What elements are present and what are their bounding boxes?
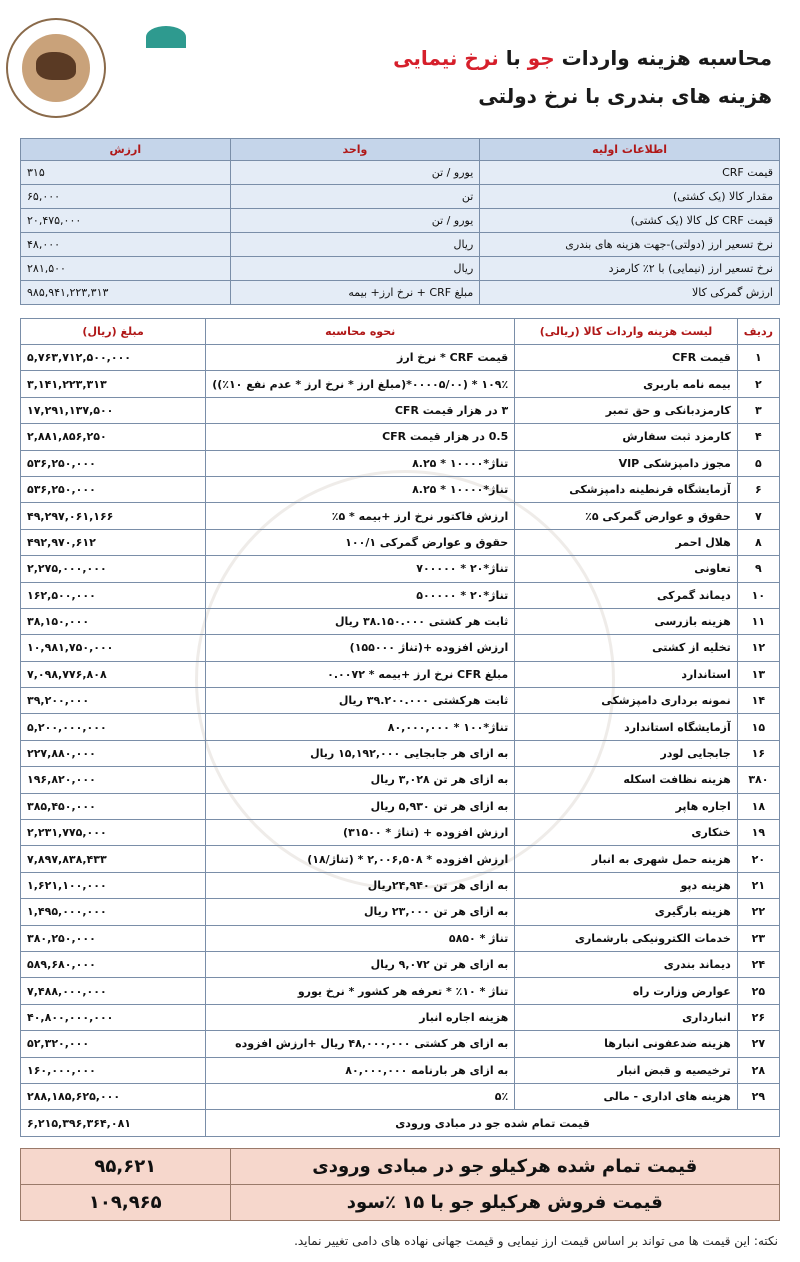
title-part2: با — [505, 46, 521, 70]
cost-amount: ۱۷,۲۹۱,۱۳۷,۵۰۰ — [21, 397, 206, 423]
cost-item: نمونه برداری دامپزشکی — [515, 688, 738, 714]
cost-method: ارزش افزوده + (تناژ * ۳۱۵۰۰) — [206, 820, 515, 846]
cost-amount: ۴۰,۸۰۰,۰۰۰,۰۰۰ — [21, 1004, 206, 1030]
info-value: ۶۵,۰۰۰ — [21, 185, 231, 209]
cost-amount: ۱,۴۹۵,۰۰۰,۰۰۰ — [21, 899, 206, 925]
cost-item: اجاره هاپر — [515, 793, 738, 819]
cost-item: دیماند بندری — [515, 951, 738, 977]
cost-item: هلال احمر — [515, 529, 738, 555]
cost-method: به ازای هر تن ۳,۰۲۸ ریال — [206, 767, 515, 793]
info-table — [20, 138, 780, 305]
cost-index: ۷ — [737, 503, 779, 529]
cow-icon — [36, 52, 76, 80]
cost-row — [21, 846, 780, 872]
info-unit: یورو / تن — [230, 161, 480, 185]
cost-item: انبارداری — [515, 1004, 738, 1030]
cost-index: ۵ — [737, 450, 779, 476]
cost-method: به ازای هر کشتی ۴۸,۰۰۰,۰۰۰ ریال +ارزش افزوده — [206, 1031, 515, 1057]
total-row — [21, 1110, 780, 1136]
cost-method: به ازای هر بارنامه ۸۰,۰۰۰,۰۰۰ — [206, 1057, 515, 1083]
cost-method: به ازای هر جابجایی ۱۵,۱۹۲,۰۰۰ ریال — [206, 740, 515, 766]
cost-item: بیمه نامه باربری — [515, 371, 738, 397]
cost-index: ۶ — [737, 476, 779, 502]
cost-method: تناژ * ۱۰٪ * تعرفه هر کشور * نرخ یورو — [206, 978, 515, 1004]
association-logo — [6, 18, 106, 118]
cost-item: هزینه ضدعفونی انبارها — [515, 1031, 738, 1057]
cost-amount: ۴۹,۲۹۷,۰۶۱,۱۶۶ — [21, 503, 206, 529]
cost-amount: ۵۳۶,۲۵۰,۰۰۰ — [21, 476, 206, 502]
cost-row — [21, 529, 780, 555]
cost-index: ۱۸ — [737, 793, 779, 819]
footnote: نکته: این قیمت ها می تواند بر اساس قیمت ارز نیمایی و قیمت جهانی نهاده های دامی تغییر نماید. — [294, 1234, 778, 1248]
cost-amount: ۲۲۷,۸۸۰,۰۰۰ — [21, 740, 206, 766]
info-unit: مبلغ CRF + نرخ ارز+ بیمه — [230, 281, 480, 305]
cost-method: تناژ*۲۰ * ۷۰۰۰۰۰ — [206, 556, 515, 582]
cost-table — [20, 318, 780, 1137]
info-value: ۹۸۵,۹۴۱,۲۲۳,۳۱۳ — [21, 281, 231, 305]
cost-amount: ۱,۶۲۱,۱۰۰,۰۰۰ — [21, 872, 206, 898]
cost-index: ۲۹ — [737, 1083, 779, 1109]
cost-amount: ۲,۲۷۵,۰۰۰,۰۰۰ — [21, 556, 206, 582]
cost-method: حقوق و عوارض گمرکی ۱۰۰/۱ — [206, 529, 515, 555]
cost-amount: ۳۹,۲۰۰,۰۰۰ — [21, 688, 206, 714]
cost-method: تناژ*۱۰۰۰۰ * ۸.۲۵ — [206, 450, 515, 476]
info-header-value: ارزش — [21, 139, 231, 161]
cost-row — [21, 793, 780, 819]
cost-row — [21, 1083, 780, 1109]
cost-row — [21, 556, 780, 582]
cost-method: ثابت هرکشتی ۳۹.۲۰۰.۰۰۰ ریال — [206, 688, 515, 714]
cost-index: ۲۸ — [737, 1057, 779, 1083]
cost-amount: ۲,۲۳۱,۷۷۵,۰۰۰ — [21, 820, 206, 846]
cost-method: ۳ در هزار قیمت CFR — [206, 397, 515, 423]
cost-index: ۱۳ — [737, 661, 779, 687]
cost-row — [21, 661, 780, 687]
cost-item: ترخیصیه و قبض انبار — [515, 1057, 738, 1083]
cost-amount: ۱۹۶,۸۲۰,۰۰۰ — [21, 767, 206, 793]
total-label: قیمت تمام شده جو در مبادی ورودی — [206, 1110, 780, 1136]
page-title — [393, 46, 772, 70]
cost-amount: ۵,۷۶۳,۷۱۲,۵۰۰,۰۰۰ — [21, 345, 206, 371]
title-grain: جو — [527, 46, 555, 70]
cost-row — [21, 424, 780, 450]
cost-row — [21, 951, 780, 977]
summary-row-sale — [21, 1185, 780, 1221]
cost-item: مجوز دامپزشکی VIP — [515, 450, 738, 476]
info-unit: ریال — [230, 233, 480, 257]
title-rate: نرخ نیمایی — [393, 46, 499, 70]
cost-row — [21, 503, 780, 529]
cost-amount: ۳۸,۱۵۰,۰۰۰ — [21, 608, 206, 634]
cost-row — [21, 899, 780, 925]
summary-sale-label: قیمت فروش هرکیلو جو با ۱۵ ٪سود — [230, 1185, 779, 1221]
title-part1: محاسبه هزینه واردات — [561, 46, 772, 70]
cost-row — [21, 688, 780, 714]
info-value: ۲۰,۴۷۵,۰۰۰ — [21, 209, 231, 233]
info-row — [21, 161, 780, 185]
page-header — [0, 0, 800, 130]
cost-item: هزینه حمل شهری به انبار — [515, 846, 738, 872]
info-header-unit: واحد — [230, 139, 480, 161]
cost-method: به ازای هر تن ۹,۰۷۲ ریال — [206, 951, 515, 977]
summary-cost-label: قیمت تمام شده هرکیلو جو در مبادی ورودی — [230, 1149, 779, 1185]
cost-index: ۱۱ — [737, 608, 779, 634]
cost-index: ۱ — [737, 345, 779, 371]
cost-amount: ۱۶۰,۰۰۰,۰۰۰ — [21, 1057, 206, 1083]
summary-row-cost — [21, 1149, 780, 1185]
cost-item: خنکاری — [515, 820, 738, 846]
cost-row — [21, 740, 780, 766]
cost-index: ۴ — [737, 424, 779, 450]
cost-amount: ۱۶۲,۵۰۰,۰۰۰ — [21, 582, 206, 608]
cost-method: تناژ*۲۰ * ۵۰۰۰۰۰ — [206, 582, 515, 608]
cost-index: ۲۷ — [737, 1031, 779, 1057]
total-value: ۶,۲۱۵,۳۹۶,۳۶۴,۰۸۱ — [21, 1110, 206, 1136]
info-label: نرخ تسعیر ارز (نیمایی) با ۲٪ کارمزد — [480, 257, 780, 281]
cost-item: کارمزدبانکی و حق تمبر — [515, 397, 738, 423]
cost-method: تناژ * ۵۸۵۰ — [206, 925, 515, 951]
cost-amount: ۴۹۲,۹۷۰,۶۱۲ — [21, 529, 206, 555]
cost-row — [21, 1057, 780, 1083]
cost-item: آزمایشگاه استاندارد — [515, 714, 738, 740]
cost-row — [21, 582, 780, 608]
cost-header-index: ردیف — [737, 319, 779, 345]
cost-item: آزمایشگاه قرنطینه دامپزشکی — [515, 476, 738, 502]
cost-item: استاندارد — [515, 661, 738, 687]
cost-item: کارمزد ثبت سفارش — [515, 424, 738, 450]
info-row — [21, 233, 780, 257]
info-header-row — [21, 139, 780, 161]
cost-amount: ۱۰,۹۸۱,۷۵۰,۰۰۰ — [21, 635, 206, 661]
cost-amount: ۲,۸۸۱,۸۵۶,۲۵۰ — [21, 424, 206, 450]
cost-amount: ۵۸۹,۶۸۰,۰۰۰ — [21, 951, 206, 977]
cost-method: به ازای هر تن ۲۳,۰۰۰ ریال — [206, 899, 515, 925]
cost-row — [21, 345, 780, 371]
cost-row — [21, 978, 780, 1004]
cost-index: ۱۴ — [737, 688, 779, 714]
info-unit: یورو / تن — [230, 209, 480, 233]
info-row — [21, 257, 780, 281]
cost-index: ۲۱ — [737, 872, 779, 898]
cost-index: ۱۰ — [737, 582, 779, 608]
cost-index: ۲۴ — [737, 951, 779, 977]
cost-item: جابجایی لودر — [515, 740, 738, 766]
cost-amount: ۳۸۵,۴۵۰,۰۰۰ — [21, 793, 206, 819]
summary-table — [20, 1148, 780, 1221]
info-label: قیمت CRF کل کالا (یک کشتی) — [480, 209, 780, 233]
cost-row — [21, 1031, 780, 1057]
cost-index: ۳۸۰ — [737, 767, 779, 793]
cost-row — [21, 767, 780, 793]
info-value: ۴۸,۰۰۰ — [21, 233, 231, 257]
info-header-label: اطلاعات اولیه — [480, 139, 780, 161]
cost-row — [21, 714, 780, 740]
cost-row — [21, 925, 780, 951]
cost-row — [21, 608, 780, 634]
cost-row — [21, 397, 780, 423]
cost-index: ۲۶ — [737, 1004, 779, 1030]
cost-amount: ۵,۲۰۰,۰۰۰,۰۰۰ — [21, 714, 206, 740]
info-value: ۳۱۵ — [21, 161, 231, 185]
cost-row — [21, 450, 780, 476]
cost-header-method: نحوه محاسبه — [206, 319, 515, 345]
cost-index: ۸ — [737, 529, 779, 555]
info-row — [21, 185, 780, 209]
cost-row — [21, 476, 780, 502]
cost-method: ارزش فاکتور نرخ ارز +بیمه * ۵٪ — [206, 503, 515, 529]
info-row — [21, 281, 780, 305]
cost-index: ۱۶ — [737, 740, 779, 766]
cost-method: ۵٪ — [206, 1083, 515, 1109]
cost-item: هزینه دپو — [515, 872, 738, 898]
cost-row — [21, 371, 780, 397]
cost-item: خدمات الکترونیکی بارشماری — [515, 925, 738, 951]
cost-index: ۳ — [737, 397, 779, 423]
cost-index: ۲۲ — [737, 899, 779, 925]
summary-sale-value: ۱۰۹,۹۶۵ — [21, 1185, 231, 1221]
cost-item: تخلیه از کشتی — [515, 635, 738, 661]
cost-index: ۱۹ — [737, 820, 779, 846]
brand-logo — [110, 26, 220, 116]
info-label: مقدار کالا (یک کشتی) — [480, 185, 780, 209]
cost-amount: ۷,۸۹۷,۸۳۸,۴۳۳ — [21, 846, 206, 872]
info-label: قیمت CRF — [480, 161, 780, 185]
cost-header-item: لیست هزینه واردات کالا (ریالی) — [515, 319, 738, 345]
cost-amount: ۳,۱۴۱,۲۲۳,۳۱۳ — [21, 371, 206, 397]
cost-item: هزینه نظافت اسکله — [515, 767, 738, 793]
cost-item: حقوق و عوارض گمرکی ۵٪ — [515, 503, 738, 529]
cost-method: هزینه اجاره انبار — [206, 1004, 515, 1030]
info-value: ۲۸۱,۵۰۰ — [21, 257, 231, 281]
cost-amount: ۵۳۶,۲۵۰,۰۰۰ — [21, 450, 206, 476]
info-label: ارزش گمرکی کالا — [480, 281, 780, 305]
cost-row — [21, 1004, 780, 1030]
cost-method: ثابت هر کشتی ۳۸.۱۵۰.۰۰۰ ریال — [206, 608, 515, 634]
cost-item: عوارض وزارت راه — [515, 978, 738, 1004]
cost-method: به ازای هر تن ۲۴,۹۴۰ریال — [206, 872, 515, 898]
page-subtitle: هزینه های بندری با نرخ دولتی — [478, 84, 772, 108]
cost-amount: ۳۸۰,۲۵۰,۰۰۰ — [21, 925, 206, 951]
cost-amount: ۷,۴۸۸,۰۰۰,۰۰۰ — [21, 978, 206, 1004]
cost-row — [21, 820, 780, 846]
cost-method: تناژ*۱۰۰۰۰ * ۸.۲۵ — [206, 476, 515, 502]
leaf-icon — [146, 26, 186, 48]
cost-header-row — [21, 319, 780, 345]
cost-method: ۱۰۹٪ * (۰۰۰۰۵/۰۰*(مبلغ ارز * نرخ ارز * عدم نفع ۱۰٪)) — [206, 371, 515, 397]
cost-method: تناژ*۱۰۰ * ۸۰,۰۰۰,۰۰۰ — [206, 714, 515, 740]
cost-item: تعاونی — [515, 556, 738, 582]
info-unit: ریال — [230, 257, 480, 281]
cost-method: به ازای هر تن ۵,۹۳۰ ریال — [206, 793, 515, 819]
cost-index: ۲۳ — [737, 925, 779, 951]
cost-index: ۲۰ — [737, 846, 779, 872]
cost-row — [21, 872, 780, 898]
cost-method: ارزش افزوده +(تناژ ۱۵۵۰۰۰) — [206, 635, 515, 661]
summary-cost-value: ۹۵,۶۲۱ — [21, 1149, 231, 1185]
cost-item: هزینه های اداری - مالی — [515, 1083, 738, 1109]
cost-method: قیمت CRF * نرخ ارز — [206, 345, 515, 371]
cost-method: 0.5 در هزار قیمت CFR — [206, 424, 515, 450]
cost-index: ۲۵ — [737, 978, 779, 1004]
cost-item: دیماند گمرکی — [515, 582, 738, 608]
cost-item: قیمت CFR — [515, 345, 738, 371]
cost-amount: ۷,۰۹۸,۷۷۶,۸۰۸ — [21, 661, 206, 687]
cost-index: ۱۵ — [737, 714, 779, 740]
cost-amount: ۲۸۸,۱۸۵,۶۲۵,۰۰۰ — [21, 1083, 206, 1109]
cost-index: ۹ — [737, 556, 779, 582]
cost-header-amount: مبلغ (ریال) — [21, 319, 206, 345]
info-label: نرخ تسعیر ارز (دولتی)-جهت هزینه های بندری — [480, 233, 780, 257]
cost-item: هزینه بارگیری — [515, 899, 738, 925]
cost-method: ارزش افزوده * ۲,۰۰۶,۵۰۸ * (تناژ/۱۸) — [206, 846, 515, 872]
cost-amount: ۵۲,۳۲۰,۰۰۰ — [21, 1031, 206, 1057]
cost-item: هزینه بازرسی — [515, 608, 738, 634]
cost-row — [21, 635, 780, 661]
info-row — [21, 209, 780, 233]
cost-index: ۲ — [737, 371, 779, 397]
cost-index: ۱۲ — [737, 635, 779, 661]
cost-method: مبلغ CFR نرخ ارز +بیمه * ۰.۰۰۷۲ — [206, 661, 515, 687]
info-unit: تن — [230, 185, 480, 209]
